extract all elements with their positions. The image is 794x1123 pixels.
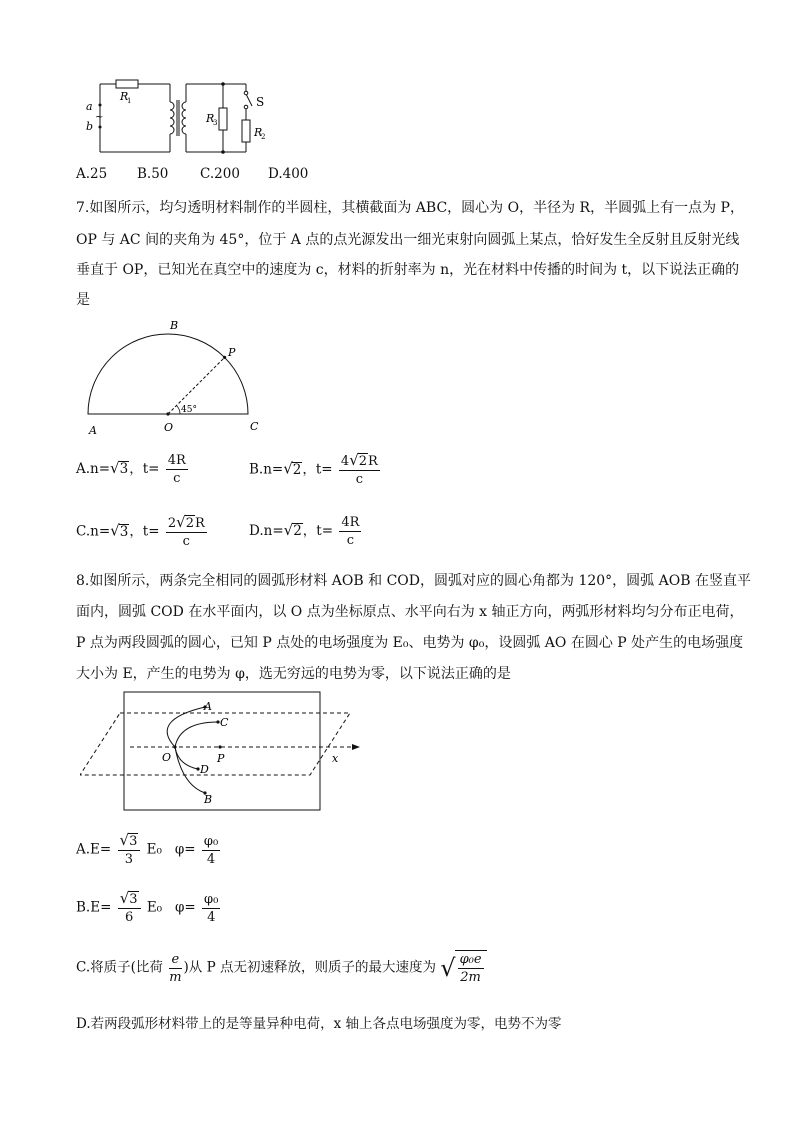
semicircle-figure [80,316,280,436]
q7-option-c: C.n=√3，t= $\frac{2√2R}{c}$ [76,513,205,549]
q8-option-c: C.将质子(比荷 $\frac{e}{m}$ )从 P 点无初速释放，则质子的最大速度为 √ $\frac{\text{φ₀e}}{2m}$ [76,950,487,986]
fig7-label-c: C [250,420,259,433]
q8-text-line-1: 8.如图所示，两条完全相同的圆弧形材料 AOB 和 COD，圆弧对应的圆心角都为 120°，圆弧 AOB 在竖直平 [76,573,751,589]
q7-option-a: A.n=√3，t= $\frac{4R}{c}$ [76,453,186,486]
label-r3: R [206,112,215,125]
label-r3-sub: 3 [213,119,218,127]
label-b: b [86,120,94,133]
q6-option-a: A.25 [76,166,108,182]
q6-option-c: C.200 [200,166,240,182]
q8-option-a: A.E= $\frac{√3}{3}$ E₀ φ= $\frac{\text{φ₀}}{4}$ [76,831,219,867]
fig8-label-a: A [204,700,212,713]
arcs-figure [80,690,370,815]
q8-option-d: D.若两段弧形材料带上的是等量异种电荷，x 轴上各点电场强度为零，电势不为零 [76,1016,562,1032]
fig8-label-c: C [220,716,229,729]
fig7-label-p: P [228,346,236,359]
label-r1-sub: 1 [127,97,132,105]
q7-text-line-4: 是 [76,292,90,308]
q8-text-line-3: P 点为两段圆弧的圆心，已知 P 点处的电场强度为 E₀、电势为 φ₀，设圆弧 AO 在圆心 P 处产生的电场强度 [76,635,744,651]
fig8-label-d: D [200,763,209,776]
label-tilde: ~ [95,112,104,123]
label-a: a [86,100,93,113]
circuit-diagram [78,72,288,162]
fig7-angle: 45° [181,405,197,415]
label-s: S [256,95,265,109]
label-r2-sub: 2 [261,133,266,141]
fig7-label-b: B [170,319,179,332]
fig7-label-a: A [89,424,97,436]
fig8-label-x: x [332,752,339,765]
q7-option-b: B.n=√2，t= $\frac{4√2R}{c}$ [249,451,378,487]
label-r1: R [120,90,129,103]
q7-text-line-2: OP 与 AC 间的夹角为 45°，位于 A 点的点光源发出一细光束射向圆弧上某点，恰好发生全反射且反射光线 [76,232,740,248]
fig8-label-b: B [204,793,213,806]
fig7-label-o: O [164,421,174,434]
q6-option-b: B.50 [137,166,169,182]
fig8-label-o: O [162,751,172,764]
q6-option-d: D.400 [268,166,309,182]
label-r2: R [254,126,263,139]
q8-text-line-2: 面内，圆弧 COD 在水平面内，以 O 点为坐标原点、水平向右为 x 轴正方向，两弧形材料均匀分布正电荷， [76,604,744,620]
q7-text-line-3: 垂直于 OP，已知光在真空中的速度为 c，材料的折射率为 n，光在材料中传播的时间为 t，以下说法正确的 [76,262,740,278]
q7-text-line-1: 7.如图所示，均匀透明材料制作的半圆柱，其横截面为 ABC，圆心为 O，半径为 R，半圆弧上有一点为 P， [76,200,744,216]
q8-option-b: B.E= $\frac{√3}{6}$ E₀ φ= $\frac{\text{φ₀}}{4}$ [76,889,219,925]
fig8-label-p: P [217,752,225,765]
q8-text-line-4: 大小为 E，产生的电势为 φ，选无穷远的电势为零，以下说法正确的是 [76,666,511,682]
q7-option-d: D.n=√2，t= $\frac{4R}{c}$ [249,515,360,548]
